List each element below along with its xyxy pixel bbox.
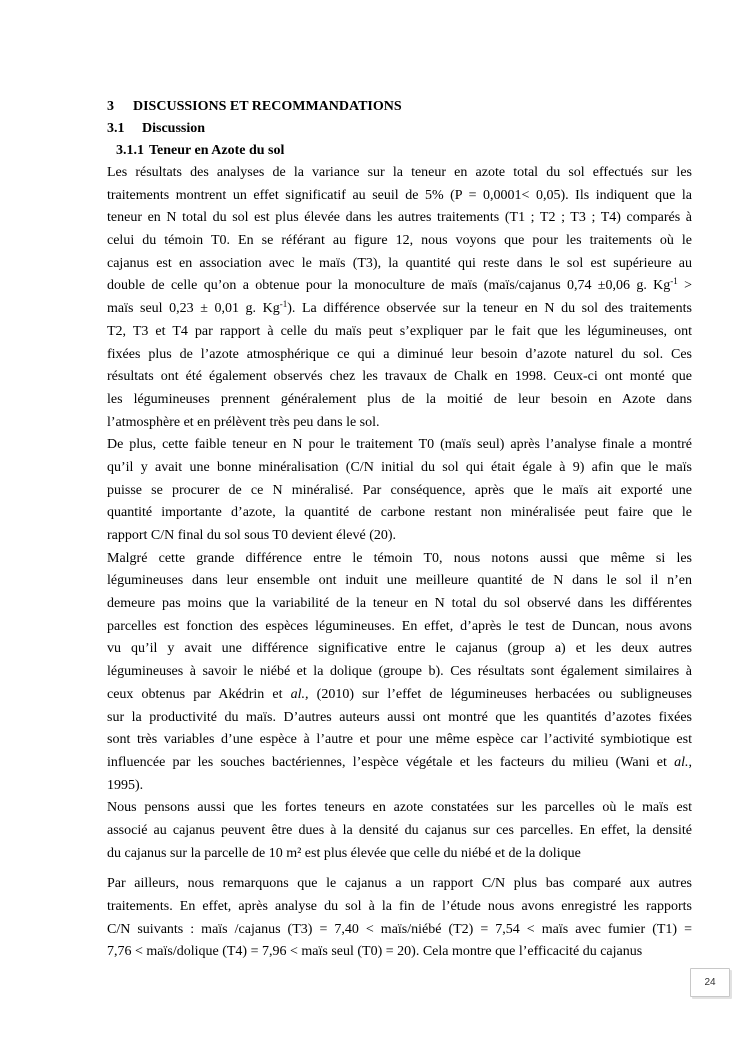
text-line: légumineuses à savoir le niébé et la dolique (groupe b). Ces résultats sont également similaires à [107, 664, 692, 680]
text-line: Les résultats des analyses de la variance sur la teneur en azote total du sol effectués sur les [107, 165, 692, 180]
text-line: 1995). [107, 777, 144, 793]
text-line: Nous pensons aussi que les fortes teneurs en azote constatées sur les parcelles où le maïs est [107, 800, 692, 816]
text-line: Par ailleurs, nous remarquons que le cajanus a un rapport C/N plus bas comparé aux autres [107, 876, 692, 892]
italic-text: al. [674, 754, 689, 770]
text-segment: double de celle qu’on a obtenue pour la monoculture de maïs (maïs/cajanus 0,74 ±0,06 g. Kg [107, 278, 671, 294]
text-segment: ). La différence observée sur la teneur en N du sol des traitements [287, 301, 692, 317]
heading-title: DISCUSSIONS ET RECOMMANDATIONS [133, 99, 402, 114]
text-line: résultats ont été également observés chez les travaux de Chalk en 1998. Ceux-ci ont monté que [107, 369, 692, 385]
text-line: l’atmosphère et en prélèvent très peu dans le sol. [107, 414, 380, 430]
paragraph-nitrogen-results [107, 162, 692, 434]
heading-number: 3.1 [107, 121, 125, 136]
text-line: demeure pas moins que la variabilité de la teneur en N total du sol observé dans les différentes [107, 596, 692, 612]
text-line: les légumineuses prennent généralement plus de la moitié de leur besoin en Azote dans [107, 391, 692, 407]
text-line: qu’il y avait une bonne minéralisation (C/N initial du sol qui était égale à 9) afin que le maïs [107, 459, 692, 475]
page-number: 24 [690, 968, 730, 997]
text-line: vu qu’il y avait une différence significative entre le cajanus (group a) et les deux autres [107, 641, 692, 657]
text-line: puisse se procurer de ce N minéralisé. Par conséquence, après que le maïs ait exporté une [107, 482, 692, 498]
text-line: celui du témoin T0. En se référant au figure 12, nous voyons que pour les traitements où le [107, 233, 692, 249]
heading-number: 3 [107, 99, 114, 114]
heading-number: 3.1.1 [116, 143, 144, 158]
heading-section [107, 96, 692, 118]
text-line: T2, T3 et T4 par rapport à celle du maïs peut s’expliquer par le fait que les légumineuses, ont [107, 323, 692, 339]
text-line: C/N suivants : maïs /cajanus (T3) = 7,40 < maïs/niébé (T2) = 7,54 < maïs avec fumier (T1) = [107, 921, 692, 937]
text-line [107, 684, 692, 707]
text-line: associé au cajanus peuvent être dues à la densité du cajanus sur ces parcelles. En effet, la densité [107, 822, 692, 838]
text-segment: > [677, 278, 692, 294]
italic-text: al., [290, 686, 309, 702]
text-line: quantité importante d’azote, la quantité de carbone restant non minéralisée peut faire que le [107, 505, 692, 521]
paragraph-t0-mineralisation [107, 434, 692, 547]
text-line: traitements. En effet, après analyse du sol à la fin de l’étude nous avons enregistré les rapports [107, 899, 692, 914]
heading-subsection [107, 118, 692, 140]
superscript: -1 [279, 299, 288, 310]
text-line: cajanus est en association avec le maïs (T3), la quantité qui reste dans le sol est supérieure au [107, 255, 692, 271]
text-line: traitements montrent un effet significatif au seuil de 5% (P = 0,0001< 0,05). Ils indiquent que la [107, 187, 692, 203]
text-line: parcelles est fonction des espèces légumineuses. En effet, d’après le test de Duncan, nous avons [107, 618, 692, 634]
text-line: rapport C/N final du sol sous T0 devient élevé (20). [107, 528, 397, 543]
text-line: fixées plus de l’azote atmosphérique ce qui a diminué leur besoin d’azote naturel du sol. Ces [107, 346, 692, 362]
text-segment: influencée par les souches bactériennes, l’espèce végétale et les facteurs du milieu (Wani et [107, 754, 675, 770]
text-line: teneur en N total du sol est plus élevée dans les autres traitements (T1 ; T2 ; T3 ; T4) comparés à [107, 210, 692, 226]
paragraph-cajanus-density [107, 797, 692, 865]
text-line [107, 275, 692, 298]
text-line [107, 298, 692, 321]
text-segment: , [688, 754, 692, 770]
text-line: Malgré cette grande différence entre le témoin T0, nous notons aussi que même si les [107, 550, 692, 566]
text-line: sur la productivité du maïs. D’autres auteurs aussi ont montré que les quantités d’azotes fixées [107, 709, 692, 725]
text-segment: (2010) sur l’effet de légumineuses herbacées ou subligneuses [308, 686, 693, 702]
page-content [107, 96, 692, 964]
text-line: du cajanus sur la parcelle de 10 m² est plus élevée que celle du niébé et de la dolique [107, 845, 581, 861]
paragraph-spacer [107, 865, 692, 873]
text-line: légumineuses dans leur ensemble ont induit une meilleure quantité de N dans le sol il n’en [107, 573, 692, 589]
text-line: De plus, cette faible teneur en N pour le traitement T0 (maïs seul) après l’analyse finale a montré [107, 437, 692, 453]
text-segment: ceux obtenus par Akédrin et [107, 686, 291, 702]
paragraph-legume-variability [107, 548, 692, 798]
paragraph-cn-ratio [107, 873, 692, 964]
text-segment: maïs seul 0,23 ± 0,01 g. Kg [107, 301, 280, 317]
text-line: sont très variables d’une espèce à l’autre et pour une même espèce car l’activité symbiotique est [107, 732, 692, 748]
text-line [107, 752, 692, 775]
text-line: 7,76 < maïs/dolique (T4) = 7,96 < maïs seul (T0) = 20). Cela montre que l’efficacité du cajanus [107, 944, 643, 960]
heading-title: Teneur en Azote du sol [149, 143, 285, 158]
heading-subsubsection [107, 140, 692, 162]
superscript: -1 [670, 276, 678, 287]
heading-title: Discussion [142, 121, 206, 136]
